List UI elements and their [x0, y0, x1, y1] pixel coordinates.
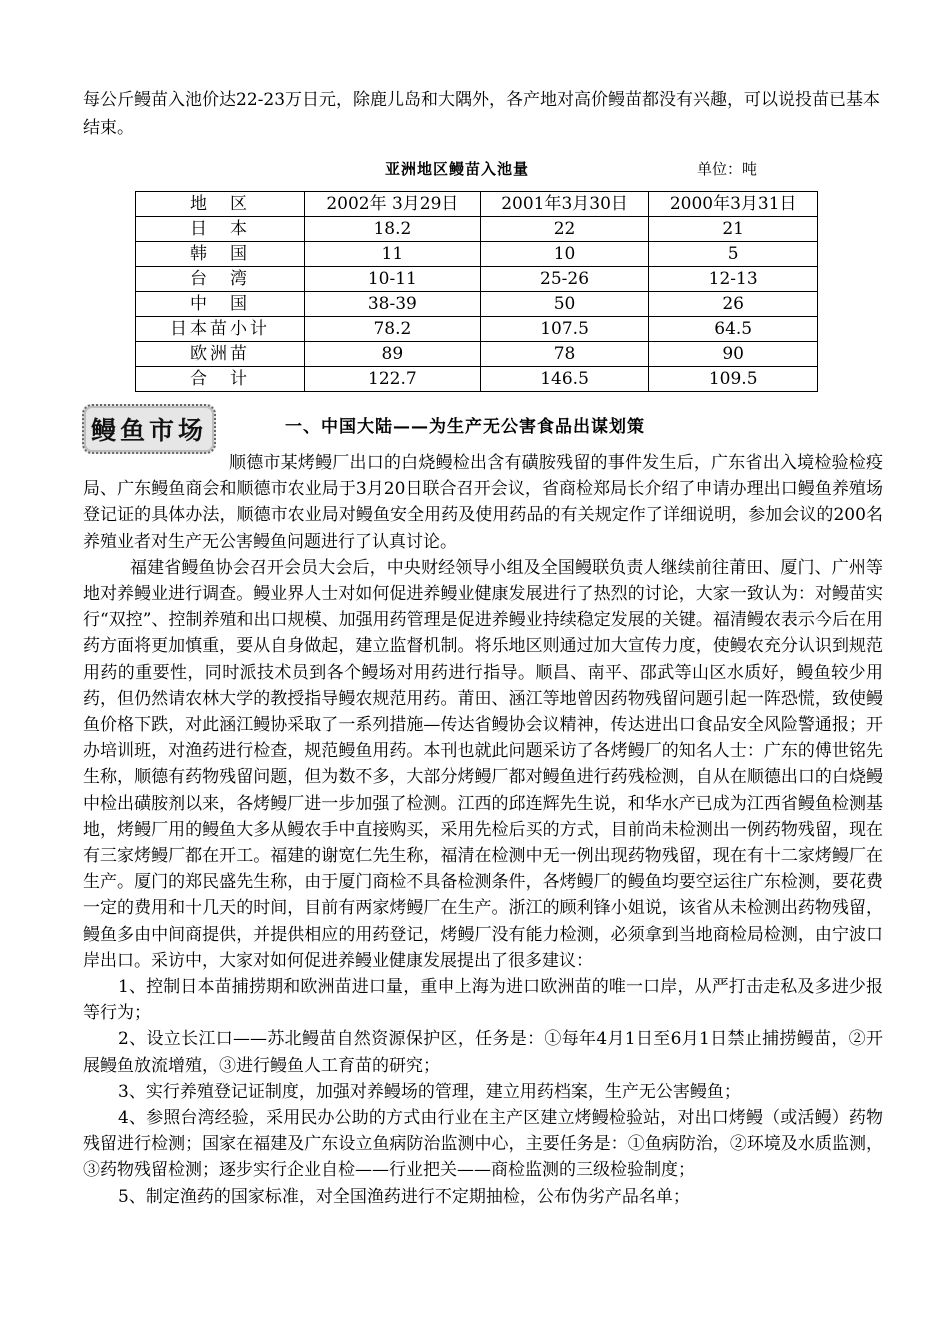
cell-region: 合 计: [136, 367, 305, 392]
cell-value: 25-26: [480, 267, 649, 292]
cell-value: 18.2: [305, 217, 481, 242]
table-row: [136, 367, 818, 392]
cell-value: 10-11: [305, 267, 481, 292]
cell-value: 10: [480, 242, 649, 267]
table-row: [136, 317, 818, 342]
table-row: [136, 267, 818, 292]
suggestion-item: 4、参照台湾经验，采用民办公助的方式由行业在主产区建立烤鳗检验站，对出口烤鳗（或活鳗）药物残留进行检测；国家在福建及广东设立鱼病防治监测中心，主要任务是：①鱼病防治，②环境及水质监测，③药物残留检测；逐步实行企业自检——行业把关——商检监测的三级检验制度；: [83, 1108, 883, 1181]
cell-value: 122.7: [305, 367, 481, 392]
cell-region: 韩 国: [136, 242, 305, 267]
suggestion-item: 5、制定渔药的国家标准，对全国渔药进行不定期抽检，公布伪劣产品名单；: [118, 1186, 690, 1207]
intro-paragraph: 每公斤鳗苗入池价达22-23万日元，除鹿儿岛和大隅外，各产地对高价鳗苗都没有兴趣，可以说投苗已基本结束。: [83, 90, 881, 138]
header-2001: 2001年3月30日: [480, 192, 649, 217]
cell-value: 90: [649, 342, 818, 367]
cell-value: 78: [480, 342, 649, 367]
suggestion-item: 3、实行养殖登记证制度，加强对养鳗场的管理，建立用药档案，生产无公害鳗鱼；: [118, 1081, 741, 1102]
paragraph: 顺德市某烤鳗厂出口的白烧鳗检出含有磺胺残留的事件发生后，广东省出入境检验检疫局、广东鳗鱼商会和顺德市农业局于3月20日联合召开会议，省商检郑局长介绍了申请办理出口鳗鱼养殖场登记证的具体办法，顺德市农业局对鳗鱼安全用药及使用药品的有关规定作了详细说明，参加会议的200名养殖业者对生产无公害鳗鱼问题进行了认真讨论。: [83, 453, 883, 552]
header-2002: 2002年 3月29日: [305, 192, 481, 217]
table-row: [136, 342, 818, 367]
table-row: [136, 242, 818, 267]
table-unit: 单位：吨: [697, 160, 758, 178]
table-header-row: [136, 192, 818, 217]
header-region: 地 区: [136, 192, 305, 217]
cell-region: 欧洲苗: [136, 342, 305, 367]
stamp-label: 鳗鱼市场: [90, 416, 207, 445]
table-row: [136, 217, 818, 242]
section-title: 一、中国大陆——为生产无公害食品出谋划策: [285, 417, 645, 437]
cell-region: 中 国: [136, 292, 305, 317]
cell-value: 50: [480, 292, 649, 317]
table-row: [136, 292, 818, 317]
cell-value: 78.2: [305, 317, 481, 342]
cell-value: 11: [305, 242, 481, 267]
cell-value: 38-39: [305, 292, 481, 317]
cell-value: 26: [649, 292, 818, 317]
suggestion-item: 2、设立长江口——苏北鳗苗自然资源保护区，任务是：①每年4月1日至6月1日禁止捕捞鳗苗，②开展鳗鱼放流增殖，③进行鳗鱼人工育苗的研究；: [83, 1029, 883, 1076]
header-2000: 2000年3月31日: [649, 192, 818, 217]
cell-value: 21: [649, 217, 818, 242]
paragraph: 福建省鳗鱼协会召开会员大会后，中央财经领导小组及全国鳗联负责人继续前往莆田、厦门、广州等地对养鳗业进行调查。鳗业界人士对如何促进养鳗业健康发展进行了热烈的讨论，大家一致认为：对鳗苗实行“双控”、控制养殖和出口规模、加强用药管理是促进养鳗业持续稳定发展的关键。福清鳗农表示今后在用药方面将更加慎重，要从自身做起，建立监督机制。将乐地区则通过加大宣传力度，使鳗农充分认识到规范用药的重要性，同时派技术员到各个鳗场对用药进行指导。顺昌、南平、邵武等山区水质好，鳗鱼较少用药，但仍然请农林大学的教授指导鳗农规范用药。莆田、涵江等地曾因药物残留问题引起一阵恐慌，致使鳗鱼价格下跌，对此涵江鳗协采取了一系列措施—传达省鳗协会议精神，传达进出口食品安全风险警通报；开办培训班，对渔药进行检查，规范鳗鱼用药。本刊也就此问题采访了各烤鳗厂的知名人士：广东的傅世铭先生称，顺德有药物残留问题，但为数不多，大部分烤鳗厂都对鳗鱼进行药残检测，自从在顺德出口的白烧鳗中检出磺胺剂以来，各烤鳗厂进一步加强了检测。江西的邱连辉先生说，和华水产已成为江西省鳗鱼检测基地，烤鳗厂用的鳗鱼大多从鳗农手中直接购买，采用先检后买的方式，目前尚未检测出一例药物残留，现在有三家烤鳗厂都在开工。福建的谢宽仁先生称，福清在检测中无一例出现药物残留，现在有十二家烤鳗厂在生产。厦门的郑民盛先生称，由于厦门商检不具备检测条件，各烤鳗厂的鳗鱼均要空运往广东检测，要花费一定的费用和十几天的时间，目前有两家烤鳗厂在生产。浙江的顾利锋小姐说，该省从未检测出药物残留，鳗鱼多由中间商提供，并提供相应的用药登记，烤鳗厂没有能力检测，必须拿到当地商检局检测，由宁波口岸出口。采访中，大家对如何促进养鳗业健康发展提出了很多建议：: [83, 557, 883, 971]
table-title: 亚洲地区鳗苗入池量: [385, 160, 530, 178]
cell-value: 109.5: [649, 367, 818, 392]
cell-region: 台 湾: [136, 267, 305, 292]
cell-value: 107.5: [480, 317, 649, 342]
cell-value: 146.5: [480, 367, 649, 392]
cell-value: 22: [480, 217, 649, 242]
cell-value: 89: [305, 342, 481, 367]
suggestion-item: 1、控制日本苗捕捞期和欧洲苗进口量，重申上海为进口欧洲苗的唯一口岸，从严打击走私及多进少报等行为；: [83, 977, 883, 1024]
cell-region: 日 本: [136, 217, 305, 242]
cell-value: 64.5: [649, 317, 818, 342]
cell-value: 12-13: [649, 267, 818, 292]
cell-region: 日本苗小计: [136, 317, 305, 342]
article-body: [83, 450, 883, 1210]
section-stamp: [82, 404, 216, 454]
eel-fry-table: [135, 191, 818, 392]
cell-value: 5: [649, 242, 818, 267]
